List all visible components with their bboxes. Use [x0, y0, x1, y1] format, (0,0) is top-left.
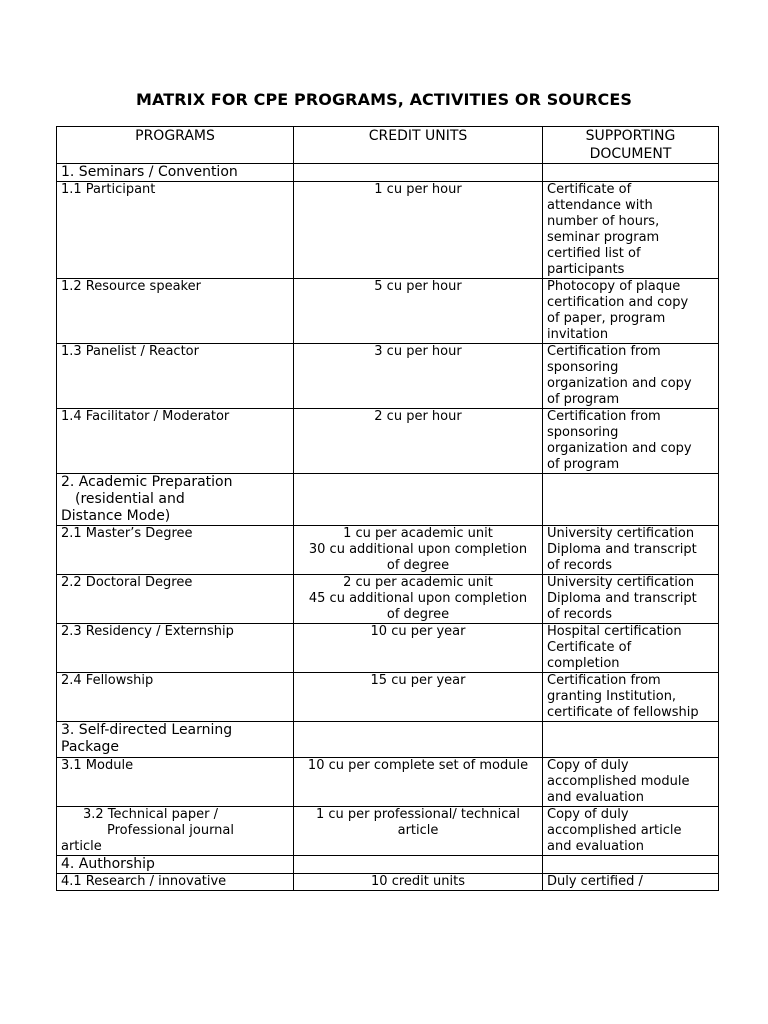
empty-cell — [294, 722, 543, 758]
doc-line: of program — [547, 457, 620, 472]
doc-line: of records — [547, 558, 612, 573]
table-row — [57, 874, 719, 891]
empty-cell — [294, 164, 543, 182]
program-cell: 2.1 Master’s Degree — [57, 526, 294, 575]
credit-line: 10 cu per complete set of module — [307, 758, 529, 773]
doc-line: Certificate of — [547, 640, 632, 655]
doc-line: Diploma and transcript — [547, 542, 697, 557]
doc-line: seminar program — [547, 230, 660, 245]
section-title — [57, 722, 294, 758]
credit-cell — [294, 673, 543, 722]
program-cell: 1.4 Facilitator / Moderator — [57, 409, 294, 474]
program-line: Professional journal — [107, 823, 234, 838]
doc-line: and evaluation — [547, 790, 644, 805]
section-title-line: Distance Mode) — [61, 508, 171, 524]
credit-line: 2 cu per academic unit — [343, 575, 493, 590]
doc-line: number of hours, — [547, 214, 660, 229]
table-row — [57, 575, 719, 624]
credit-line: 1 cu per professional/ technical — [316, 807, 520, 822]
doc-cell — [543, 526, 719, 575]
empty-cell — [294, 474, 543, 526]
table-row — [57, 673, 719, 722]
section-title-line: 2. Academic Preparation — [61, 474, 233, 490]
header-credit-units: CREDIT UNITS — [294, 127, 543, 164]
doc-cell — [543, 758, 719, 807]
table-row — [57, 409, 719, 474]
section-row-authorship — [57, 856, 719, 874]
doc-line: Duly certified / — [547, 874, 643, 889]
credit-cell — [294, 624, 543, 673]
credit-line: 10 cu per year — [370, 624, 466, 639]
doc-cell — [543, 673, 719, 722]
section-title-line: 3. Self-directed Learning — [61, 722, 233, 738]
header-doc-line: DOCUMENT — [589, 146, 672, 162]
table-row — [57, 526, 719, 575]
credit-cell — [294, 526, 543, 575]
credit-cell — [294, 575, 543, 624]
doc-line: granting Institution, — [547, 689, 677, 704]
program-cell: 1.2 Resource speaker — [57, 279, 294, 344]
doc-line: Hospital certification — [547, 624, 682, 639]
program-cell: 1.3 Panelist / Reactor — [57, 344, 294, 409]
doc-cell — [543, 279, 719, 344]
table-row — [57, 182, 719, 279]
doc-line: of program — [547, 392, 620, 407]
table-row — [57, 624, 719, 673]
credit-cell — [294, 874, 543, 891]
doc-line: and evaluation — [547, 839, 644, 854]
doc-line: Photocopy of plaque — [547, 279, 681, 294]
doc-line: certificate of fellowship — [547, 705, 699, 720]
doc-line: Certificate of — [547, 182, 632, 197]
table-row — [57, 279, 719, 344]
credit-line: 3 cu per hour — [374, 344, 462, 359]
empty-cell — [543, 722, 719, 758]
empty-cell — [294, 856, 543, 874]
doc-line: Certification from — [547, 344, 661, 359]
page-title: MATRIX FOR CPE PROGRAMS, ACTIVITIES OR SOURCES — [135, 90, 633, 109]
doc-cell — [543, 807, 719, 856]
section-row-seminars — [57, 164, 719, 182]
credit-line: 45 cu additional upon completion — [308, 591, 528, 606]
credit-cell — [294, 409, 543, 474]
doc-cell — [543, 409, 719, 474]
doc-line: Copy of duly — [547, 807, 629, 822]
credit-cell — [294, 344, 543, 409]
doc-line: certified list of — [547, 246, 641, 261]
doc-line: attendance with — [547, 198, 653, 213]
program-cell: 3.1 Module — [57, 758, 294, 807]
program-cell: 2.2 Doctoral Degree — [57, 575, 294, 624]
doc-line: completion — [547, 656, 620, 671]
credit-cell — [294, 279, 543, 344]
doc-line: Diploma and transcript — [547, 591, 697, 606]
doc-line: Certification from — [547, 673, 661, 688]
credit-line: of degree — [386, 607, 450, 622]
header-supporting-document — [543, 127, 719, 164]
doc-line: sponsoring — [547, 425, 619, 440]
section-title: 1. Seminars / Convention — [57, 164, 294, 182]
section-row-academic — [57, 474, 719, 526]
section-title-line: (residential and — [75, 491, 185, 507]
doc-cell — [543, 874, 719, 891]
doc-line: Copy of duly — [547, 758, 629, 773]
program-cell — [57, 807, 294, 856]
doc-cell — [543, 344, 719, 409]
header-row — [57, 127, 719, 164]
program-cell: 2.3 Residency / Externship — [57, 624, 294, 673]
program-cell: 1.1 Participant — [57, 182, 294, 279]
doc-line: University certification — [547, 575, 695, 590]
credit-line: 2 cu per hour — [374, 409, 462, 424]
doc-line: accomplished article — [547, 823, 682, 838]
table-row — [57, 807, 719, 856]
credit-line: article — [397, 823, 439, 838]
empty-cell — [543, 856, 719, 874]
credit-line: 10 credit units — [371, 874, 465, 889]
doc-line: certification and copy — [547, 295, 689, 310]
doc-line: participants — [547, 262, 625, 277]
doc-line: Certification from — [547, 409, 661, 424]
doc-line: of paper, program — [547, 311, 666, 326]
credit-cell — [294, 758, 543, 807]
credit-cell — [294, 807, 543, 856]
empty-cell — [543, 474, 719, 526]
doc-cell — [543, 182, 719, 279]
credit-line: 15 cu per year — [370, 673, 466, 688]
doc-line: organization and copy — [547, 376, 692, 391]
program-cell: 4.1 Research / innovative — [57, 874, 294, 891]
doc-cell — [543, 624, 719, 673]
credit-line: of degree — [386, 558, 450, 573]
credit-line: 1 cu per hour — [374, 182, 462, 197]
section-title — [57, 474, 294, 526]
doc-line: University certification — [547, 526, 695, 541]
credit-cell — [294, 182, 543, 279]
section-title-line: Package — [61, 739, 120, 755]
doc-cell — [543, 575, 719, 624]
program-line: 3.2 Technical paper / — [83, 807, 218, 822]
header-programs: PROGRAMS — [57, 127, 294, 164]
credit-line: 5 cu per hour — [374, 279, 462, 294]
header-doc-line: SUPPORTING — [585, 128, 676, 144]
section-title: 4. Authorship — [57, 856, 294, 874]
credit-line: 1 cu per academic unit — [343, 526, 493, 541]
program-line: article — [61, 839, 102, 854]
table-row — [57, 344, 719, 409]
program-cell: 2.4 Fellowship — [57, 673, 294, 722]
cpe-matrix-table — [56, 126, 719, 891]
section-row-self-directed — [57, 722, 719, 758]
doc-line: of records — [547, 607, 612, 622]
table-row — [57, 758, 719, 807]
empty-cell — [543, 164, 719, 182]
doc-line: organization and copy — [547, 441, 692, 456]
credit-line: 30 cu additional upon completion — [308, 542, 528, 557]
doc-line: sponsoring — [547, 360, 619, 375]
doc-line: invitation — [547, 327, 609, 342]
doc-line: accomplished module — [547, 774, 690, 789]
